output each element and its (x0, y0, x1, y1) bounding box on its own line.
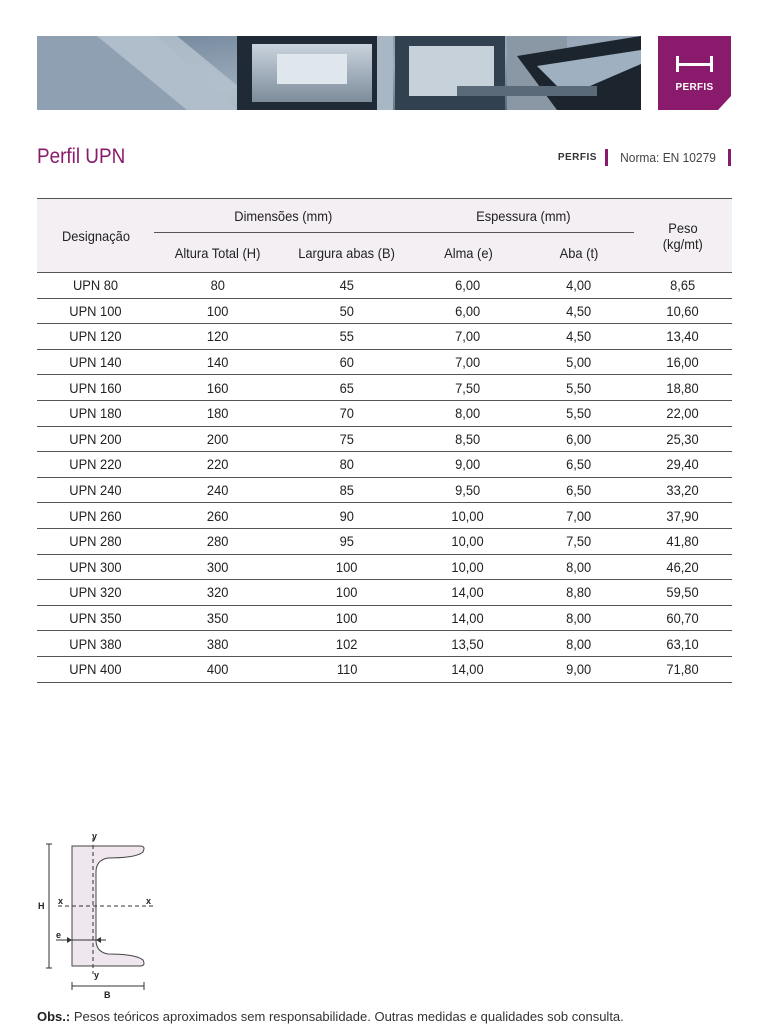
upn-spec-table (37, 198, 732, 683)
cell-altura: 100 (154, 298, 282, 324)
cell-peso: 60,70 (634, 605, 732, 631)
cell-alma: 6,00 (412, 273, 524, 299)
cell-alma: 8,50 (412, 426, 524, 452)
cell-designacao: UPN 180 (37, 400, 154, 426)
perfis-logo (658, 36, 731, 110)
table-row (37, 375, 732, 401)
cell-largura: 60 (282, 349, 412, 375)
cell-largura: 102 (282, 631, 412, 657)
cell-peso: 29,40 (634, 452, 732, 478)
cell-designacao: UPN 320 (37, 580, 154, 606)
cell-peso: 71,80 (634, 656, 732, 682)
label-y-bottom: y (94, 970, 100, 980)
cell-alma: 6,00 (412, 298, 524, 324)
table-row (37, 400, 732, 426)
cell-designacao: UPN 200 (37, 426, 154, 452)
cell-designacao: UPN 280 (37, 528, 154, 554)
cell-altura: 380 (154, 631, 282, 657)
cell-peso: 37,90 (634, 503, 732, 529)
obs-text: Pesos teóricos aproximados sem responsabilidade. Outras medidas e qualidades sob consulta. (73, 1009, 624, 1024)
cell-peso: 8,65 (634, 273, 732, 299)
separator-bar (605, 149, 608, 166)
cell-designacao: UPN 220 (37, 452, 154, 478)
table-row (37, 631, 732, 657)
cell-largura: 45 (282, 273, 412, 299)
table-row (37, 452, 732, 478)
cell-altura: 280 (154, 528, 282, 554)
cell-designacao: UPN 160 (37, 375, 154, 401)
cell-alma: 14,00 (412, 580, 524, 606)
cell-designacao: UPN 120 (37, 324, 154, 350)
cell-aba: 7,50 (524, 528, 634, 554)
cell-largura: 50 (282, 298, 412, 324)
cell-peso: 33,20 (634, 477, 732, 503)
cell-designacao: UPN 260 (37, 503, 154, 529)
cell-aba: 6,00 (524, 426, 634, 452)
header-alma: Alma (e) (412, 233, 524, 273)
cell-aba: 5,50 (524, 375, 634, 401)
cell-largura: 70 (282, 400, 412, 426)
header-peso: Peso (kg/mt) (634, 199, 732, 273)
norm-label: Norma: EN 10279 (620, 150, 716, 165)
cell-largura: 85 (282, 477, 412, 503)
cell-designacao: UPN 350 (37, 605, 154, 631)
cell-designacao: UPN 300 (37, 554, 154, 580)
header-altura: Altura Total (H) (154, 233, 282, 273)
label-x-right: x (146, 896, 152, 906)
cell-aba: 5,50 (524, 400, 634, 426)
header-espessura: Espessura (mm) (412, 199, 634, 233)
cell-altura: 120 (154, 324, 282, 350)
cell-designacao: UPN 400 (37, 656, 154, 682)
cell-peso: 22,00 (634, 400, 732, 426)
cell-aba: 6,50 (524, 477, 634, 503)
cell-largura: 100 (282, 580, 412, 606)
cell-alma: 10,00 (412, 554, 524, 580)
cell-alma: 7,00 (412, 324, 524, 350)
banner-photo (37, 36, 641, 110)
cell-altura: 240 (154, 477, 282, 503)
cell-aba: 9,00 (524, 656, 634, 682)
cell-designacao: UPN 80 (37, 273, 154, 299)
cell-designacao: UPN 140 (37, 349, 154, 375)
logo-text: PERFIS (675, 82, 714, 93)
cell-altura: 80 (154, 273, 282, 299)
header-meta (558, 149, 731, 166)
cell-aba: 4,00 (524, 273, 634, 299)
cell-altura: 400 (154, 656, 282, 682)
brand-label: PERFIS (557, 152, 597, 163)
cell-largura: 100 (282, 605, 412, 631)
separator-bar-end (728, 149, 731, 166)
cell-alma: 10,00 (412, 503, 524, 529)
cell-alma: 10,00 (412, 528, 524, 554)
table-row (37, 580, 732, 606)
cell-altura: 300 (154, 554, 282, 580)
footer-note (37, 1009, 624, 1024)
table-body (37, 273, 732, 683)
table-row (37, 324, 732, 350)
cell-peso: 59,50 (634, 580, 732, 606)
header-designacao: Designação (37, 199, 154, 273)
label-b: B (104, 990, 111, 1000)
table-row (37, 554, 732, 580)
table-row (37, 349, 732, 375)
cell-aba: 8,00 (524, 554, 634, 580)
header-aba: Aba (t) (524, 233, 634, 273)
cell-alma: 7,00 (412, 349, 524, 375)
cell-altura: 140 (154, 349, 282, 375)
cell-alma: 9,00 (412, 452, 524, 478)
cell-largura: 95 (282, 528, 412, 554)
cell-aba: 4,50 (524, 324, 634, 350)
cell-alma: 7,50 (412, 375, 524, 401)
cell-peso: 46,20 (634, 554, 732, 580)
label-h: H (38, 901, 45, 911)
cell-alma: 13,50 (412, 631, 524, 657)
cell-largura: 90 (282, 503, 412, 529)
cell-aba: 8,80 (524, 580, 634, 606)
table-row (37, 426, 732, 452)
table-row (37, 273, 732, 299)
cell-altura: 200 (154, 426, 282, 452)
cell-altura: 350 (154, 605, 282, 631)
label-y-top: y (92, 831, 98, 841)
cell-largura: 75 (282, 426, 412, 452)
obs-label: Obs.: (37, 1009, 71, 1024)
cell-peso: 10,60 (634, 298, 732, 324)
cell-alma: 14,00 (412, 605, 524, 631)
cell-aba: 8,00 (524, 605, 634, 631)
table-row (37, 528, 732, 554)
cell-aba: 7,00 (524, 503, 634, 529)
page-title: Perfil UPN (37, 145, 126, 168)
cell-designacao: UPN 240 (37, 477, 154, 503)
table-row (37, 656, 732, 682)
cell-aba: 4,50 (524, 298, 634, 324)
label-x-left: x (58, 896, 64, 906)
cell-largura: 55 (282, 324, 412, 350)
cell-altura: 220 (154, 452, 282, 478)
header-dimensoes: Dimensões (mm) (154, 199, 412, 233)
cell-aba: 8,00 (524, 631, 634, 657)
label-e: e (56, 930, 62, 940)
cell-largura: 100 (282, 554, 412, 580)
cell-aba: 6,50 (524, 452, 634, 478)
cell-altura: 160 (154, 375, 282, 401)
cell-altura: 260 (154, 503, 282, 529)
cell-peso: 25,30 (634, 426, 732, 452)
table-row (37, 605, 732, 631)
table-row (37, 298, 732, 324)
cell-aba: 5,00 (524, 349, 634, 375)
cell-largura: 80 (282, 452, 412, 478)
cell-designacao: UPN 380 (37, 631, 154, 657)
cell-largura: 65 (282, 375, 412, 401)
cell-altura: 320 (154, 580, 282, 606)
cell-peso: 16,00 (634, 349, 732, 375)
cell-peso: 13,40 (634, 324, 732, 350)
cell-peso: 63,10 (634, 631, 732, 657)
cell-peso: 41,80 (634, 528, 732, 554)
cell-designacao: UPN 100 (37, 298, 154, 324)
table-row (37, 503, 732, 529)
cell-peso: 18,80 (634, 375, 732, 401)
cell-largura: 110 (282, 656, 412, 682)
cell-alma: 14,00 (412, 656, 524, 682)
upn-section-diagram (36, 828, 166, 1008)
cell-alma: 8,00 (412, 400, 524, 426)
table-row (37, 477, 732, 503)
cell-alma: 9,50 (412, 477, 524, 503)
header-largura: Largura abas (B) (282, 233, 412, 273)
cell-altura: 180 (154, 400, 282, 426)
